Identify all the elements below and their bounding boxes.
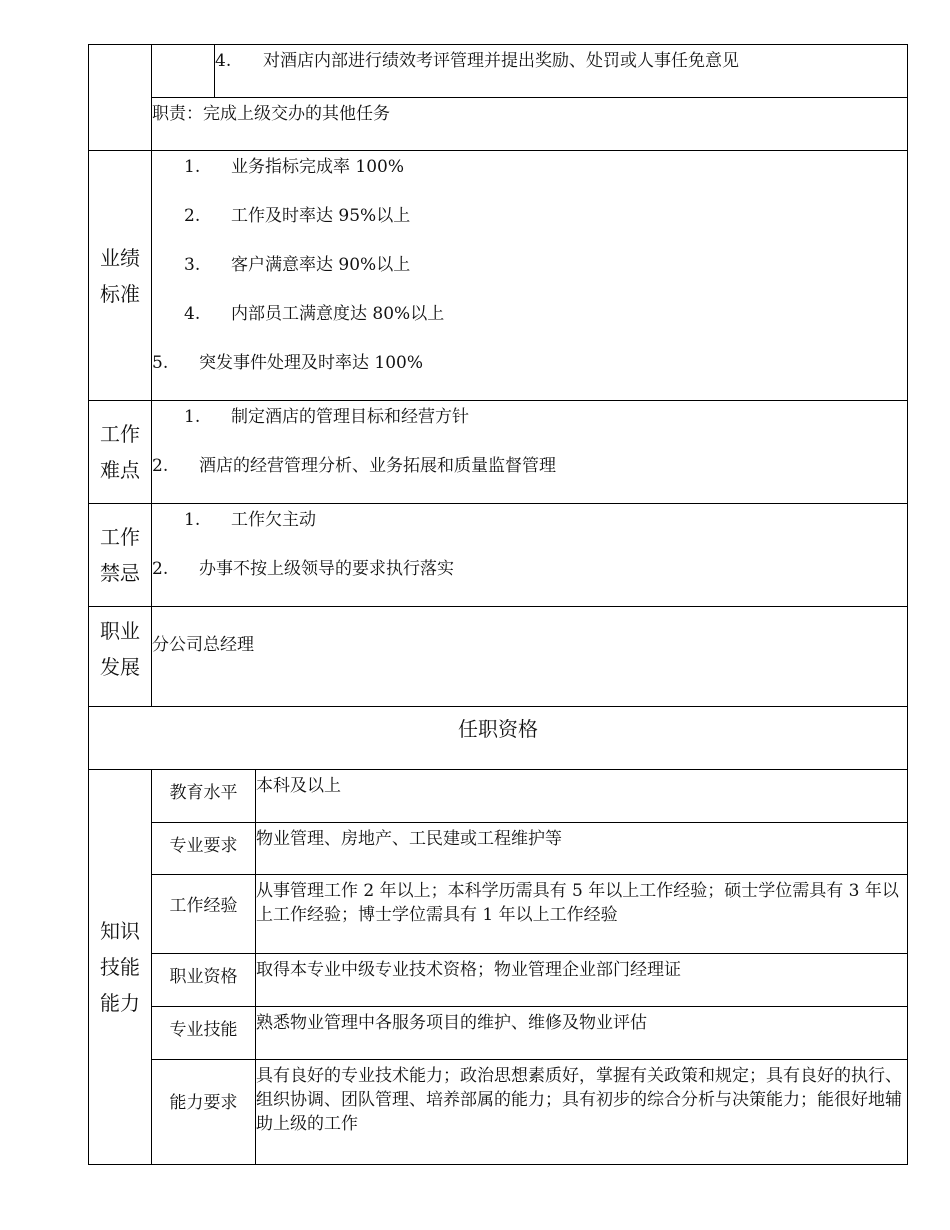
qual-label-skills: 专业技能 [152,1007,256,1060]
qual-row-certificate [89,954,908,1007]
difficulty-row [89,401,908,504]
qual-row-ability [89,1060,908,1165]
qual-row-experience [89,875,908,954]
qual-value-major: 物业管理、房地产、工民建或工程维护等 [256,823,908,875]
taboo-item-1: 1. 工作欠主动 [184,510,316,530]
duty-item-4-cell [215,45,908,98]
performance-item-5: 5. 突发事件处理及时率达 100% [152,353,424,373]
duty-item-4-text: 对酒店内部进行绩效考评管理并提出奖励、处罚或人事任免意见 [263,51,739,71]
performance-item-3: 3. 客户满意率达 90%以上 [184,255,411,275]
career-cell [152,607,908,707]
duty-item-4-row [89,45,908,98]
qual-label-certificate: 职业资格 [152,954,256,1007]
difficulty-item-2: 2. 酒店的经营管理分析、业务拓展和质量监督管理 [152,456,556,476]
taboo-row [89,504,908,607]
duty-other-cell [152,98,908,151]
performance-item-1: 1. 业务指标完成率 100% [184,157,405,177]
qual-row-skills [89,1007,908,1060]
job-description-table [88,44,908,1165]
taboo-label: 工作 禁忌 [89,504,152,607]
qualification-title-row [89,707,908,770]
qual-value-experience: 从事管理工作 2 年以上；本科学历需具有 5 年以上工作经验；硕士学位需具有 3 年以上工作经验；博士学位需具有 1 年以上工作经验 [256,875,908,954]
qual-value-education: 本科及以上 [256,770,908,823]
qual-label-education: 教育水平 [152,770,256,823]
duties-label-cell [89,45,152,151]
qualification-title: 任职资格 [89,707,908,770]
qual-label-experience: 工作经验 [152,875,256,954]
qual-row-major [89,823,908,875]
difficulty-label: 工作 难点 [89,401,152,504]
performance-row [89,151,908,401]
qual-value-ability: 具有良好的专业技术能力；政治思想素质好，掌握有关政策和规定；具有良好的执行、组织协调、团队管理、培养部属的能力；具有初步的综合分析与决策能力；能很好地辅助上级的工作 [256,1060,908,1165]
duty-other-row [89,98,908,151]
qual-row-education [89,770,908,823]
performance-items-cell [152,151,908,401]
job-description-table-frame [88,44,907,1165]
qual-label-major: 专业要求 [152,823,256,875]
performance-item-2: 2. 工作及时率达 95%以上 [184,206,411,226]
career-row [89,607,908,707]
qual-label-ability: 能力要求 [152,1060,256,1165]
qualification-group-label: 知识 技能 能力 [89,770,152,1165]
performance-label: 业绩 标准 [89,151,152,401]
taboo-items-cell [152,504,908,607]
career-label: 职业 发展 [89,607,152,707]
qual-value-certificate: 取得本专业中级专业技术资格；物业管理企业部门经理证 [256,954,908,1007]
career-text: 分公司总经理 [152,635,254,655]
difficulty-items-cell [152,401,908,504]
qual-value-skills: 熟悉物业管理中各服务项目的维护、维修及物业评估 [256,1007,908,1060]
difficulty-item-1: 1. 制定酒店的管理目标和经营方针 [184,407,469,427]
duty-other-text: 职责：完成上级交办的其他任务 [152,104,390,124]
performance-item-4: 4. 内部员工满意度达 80%以上 [184,304,445,324]
duty-item-4-num: 4. [215,51,232,71]
duty-indent-cell [152,45,215,98]
taboo-item-2: 2. 办事不按上级领导的要求执行落实 [152,559,454,579]
